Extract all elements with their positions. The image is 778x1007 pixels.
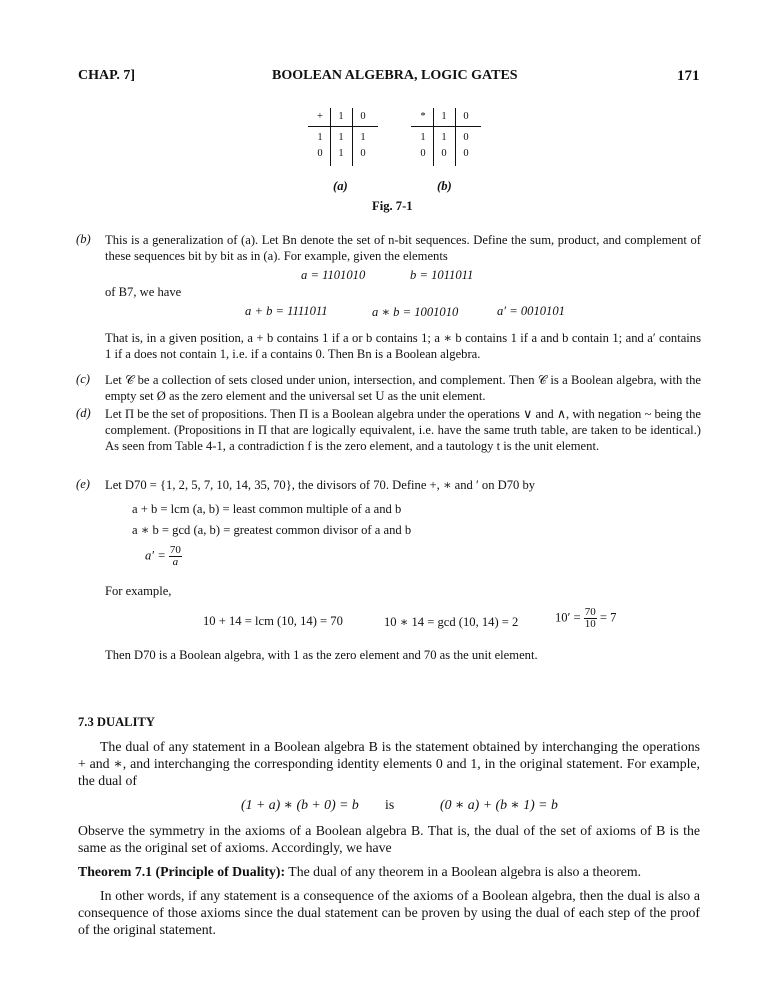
table-b-operator: * [420,111,426,122]
item-e-for-example: For example, [105,584,172,598]
item-d-label: (d) [76,406,91,420]
table-b-cell: 1 [441,132,447,143]
table-b-cell: 0 [441,148,447,159]
item-b-sum: a + b = 1111011 [245,304,328,318]
figure-caption: Fig. 7-1 [372,199,413,213]
table-a-col: 0 [360,111,366,122]
truth-table-a [308,108,388,168]
table-b-label: (b) [437,179,452,193]
item-b-of-b7: of B7, we have [105,285,182,299]
table-a-cell: 1 [338,132,344,143]
dual-example-is: is [385,797,395,812]
table-b-cell: 0 [420,148,426,159]
table-a-cell: 1 [360,132,366,143]
item-b-explanation: That is, in a given position, a + b contains 1 if a or b contains 1; a ∗ b contains 1 if a and b contain 1; and a′ contains 1 if a does not contain 1, i.e. if a contains 0. Then Bn is a Boolean algebra. [105,331,701,361]
theorem-7-1 [78,863,708,880]
item-b-eq-a: a = 1101010 [301,268,366,282]
fraction-denominator: a [172,556,179,568]
dual-example-original: (1 + a) ∗ (b + 0) = b [241,797,359,812]
def-complement-lhs: a′ = [145,548,166,563]
table-b-col: 0 [463,111,469,122]
section-paragraph-1: The dual of any statement in a Boolean algebra B is the statement obtained by interchanging the operations + and ∗, and interchanging the corresponding identity elements 0 and 1, in the original statement. For example, the dual of [78,739,700,788]
example-complement-rhs: = 7 [599,610,617,625]
item-e-def-product: a ∗ b = gcd (a, b) = greatest common divisor of a and b [132,523,412,537]
table-b-col: 1 [441,111,447,122]
item-e-text: Let D70 = {1, 2, 5, 7, 10, 14, 35, 70}, the divisors of 70. Define +, ∗ and ′ on D70 by [105,478,536,492]
item-e-def-sum: a + b = lcm (a, b) = least common multiple of a and b [132,502,402,516]
section-heading: 7.3 DUALITY [78,715,155,729]
item-e-example-complement [555,607,616,630]
item-b-eq-b: b = 1011011 [410,268,474,282]
fraction-numerator: 70 [584,606,596,618]
table-a-cell: 0 [317,148,323,159]
item-e-def-complement [145,545,182,568]
example-complement-lhs: 10′ = [555,610,581,625]
theorem-title: Theorem 7.1 (Principle of Duality): [78,864,286,879]
table-a-col: 1 [338,111,344,122]
item-e-conclusion: Then D70 is a Boolean algebra, with 1 as the zero element and 70 as the unit element. [105,648,538,662]
table-b-cell: 0 [463,132,469,143]
theorem-text: The dual of any theorem in a Boolean algebra is also a theorem. [288,864,642,879]
item-b-complement: a′ = 0010101 [497,304,565,318]
item-b-text: This is a generalization of (a). Let Bn denote the set of n-bit sequences. Define the sum, product, and complement of these sequences bit by bit as in (a). For example, given the elements [105,233,701,263]
dual-example-dual: (0 ∗ a) + (b ∗ 1) = b [440,797,558,812]
item-c-label: (c) [76,372,90,386]
item-d-text: Let Π be the set of propositions. Then Π is a Boolean algebra under the operations ∨ and ∧, with negation ~ being the complement. (Propositions in Π that are logically equivalent, i.e. have the same truth table, are taken to be identical.) As seen from Table 4-1, a contradiction f is the zero element, and a tautology t is the unit element. [105,407,701,453]
truth-table-b [411,108,491,168]
table-b-cell: 0 [463,148,469,159]
fraction-denominator: 10 [584,618,596,630]
page-number: 171 [677,68,700,84]
section-paragraph-3: In other words, if any statement is a consequence of the axioms of a Boolean algebra, then the dual is also a consequence of those axioms since the dual statement can be proven by using the dual of each step of the proof of the original statement. [78,888,700,937]
item-e-example-lcm: 10 + 14 = lcm (10, 14) = 70 [203,614,343,628]
item-b-product: a ∗ b = 1001010 [372,305,459,319]
table-a-cell: 1 [317,132,323,143]
fraction-numerator: 70 [169,544,181,556]
chapter-label: CHAP. 7] [78,68,136,83]
item-e-label: (e) [76,477,90,491]
item-c-text: Let 𝒞 be a collection of sets closed under union, intersection, and complement. Then 𝒞 is a Boolean algebra, with the empty set Ø as the zero element and the universal set U as the unit element. [105,373,701,403]
item-b-label: (b) [76,232,91,246]
section-paragraph-2: Observe the symmetry in the axioms of a Boolean algebra B. That is, the dual of the set of axioms of B is the same as the original set of axioms. Accordingly, we have [78,823,700,855]
example-complement-fraction [584,607,597,630]
table-a-cell: 1 [338,148,344,159]
item-e-example-gcd: 10 ∗ 14 = gcd (10, 14) = 2 [384,615,519,629]
table-a-cell: 0 [360,148,366,159]
def-complement-fraction [169,545,182,568]
running-title: BOOLEAN ALGEBRA, LOGIC GATES [272,68,518,83]
table-a-operator: + [317,111,323,122]
table-a-label: (a) [333,179,348,193]
table-b-cell: 1 [420,132,426,143]
